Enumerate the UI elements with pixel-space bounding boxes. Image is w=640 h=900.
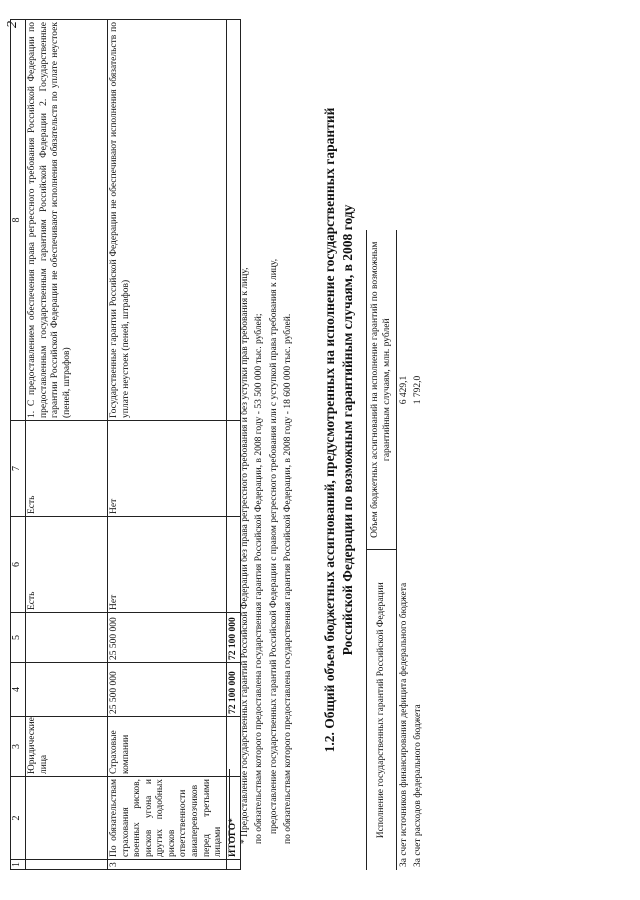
col-number-2: 2 xyxy=(11,777,26,860)
appropriations-table xyxy=(366,20,425,870)
footnote-line-2: по обязательствам которого предоставлена государственная гарантия Российской Федерации, в 2008 году - 53 500 000 тыс. рублей; xyxy=(254,313,265,844)
page-mark: 2 xyxy=(5,21,20,28)
col-number-1: 1 xyxy=(11,860,26,870)
col-number-7: 7 xyxy=(11,421,26,517)
appropriations-header-spacer xyxy=(367,20,397,230)
total-limit: 72 100 000 xyxy=(226,613,241,663)
appropriations-header-col1: Исполнение государственных гарантий Российской Федерации xyxy=(367,550,397,870)
appropriations-row-1-value: 6 429,1 xyxy=(398,375,409,405)
appropriations-header-row xyxy=(367,20,397,870)
row-cont-purpose xyxy=(26,777,108,860)
col-number-5: 5 xyxy=(11,613,26,663)
row3-amount: 25 500 000 xyxy=(108,663,227,717)
row3-purpose: По обязательствам страхования военных рисков, рисков угона и других подобных рисков ответственности авиаперевозчиков перед третьими лицами xyxy=(108,777,227,860)
row3-col7: Нет xyxy=(108,421,227,517)
row-cont-conditions: 1. С предоставлением обеспечения права регрессного требования Российской Федерации по предоставленным государственным гарантиям Российской Федерации 2. Государственные гарантии Российской Федерации не обеспечивают исполнения обязательств по уплате неустоек (пеней, штрафов) xyxy=(26,20,108,421)
appropriations-row-1 xyxy=(396,20,411,870)
guarantees-table xyxy=(10,19,241,870)
section-heading xyxy=(321,50,357,810)
col-number-6: 6 xyxy=(11,517,26,613)
table-row-continued xyxy=(26,20,108,870)
footnote-line-4: по обязательствам которого предоставлена государственная гарантия Российской Федерации, в 2008 году - 18 600 000 тыс. рублей. xyxy=(282,313,293,844)
row3-limit: 25 500 000 xyxy=(108,613,227,663)
row3-entity: Страховые компании xyxy=(108,717,227,777)
footnote-line-3: предоставление государственных гарантий Российской Федерации с правом регрессного требования или с уступкой права требования к лицу, xyxy=(268,258,279,834)
col-number-4: 4 xyxy=(11,663,26,717)
total-label: ИТОГО* xyxy=(226,777,241,860)
appropriations-row-2 xyxy=(411,20,425,870)
row-cont-col7: Есть xyxy=(26,421,108,517)
total-amount: 72 100 000 xyxy=(226,663,241,717)
column-number-row xyxy=(11,20,26,870)
col-number-3: 3 xyxy=(11,717,26,777)
footnote-rule xyxy=(229,769,230,844)
footnote xyxy=(238,24,295,844)
appropriations-row-1-spacer xyxy=(396,20,411,230)
row-cont-col6: Есть xyxy=(26,517,108,613)
row3-num: 3 xyxy=(108,860,227,870)
col-number-8: 8 xyxy=(11,20,26,421)
row-cont-entity: Юридические лица xyxy=(26,717,108,777)
appropriations-row-2-spacer xyxy=(411,20,425,230)
total-num xyxy=(226,860,241,870)
row3-col6: Нет xyxy=(108,517,227,613)
footnote-line-1: * Предоставление государственных гарантий Российской Федерации без права регрессного требования и без уступки прав требования к лицу, xyxy=(240,267,250,844)
section-heading-line-1: 1.2. Общий объем бюджетных ассигнований, предусмотренных на исполнение государственных гарантий xyxy=(322,107,337,753)
section-heading-line-2: Российской Федерации по возможным гарантийным случаям, в 2008 году xyxy=(340,204,356,656)
row3-conditions: Государственные гарантии Российской Федерации не обеспечивают исполнения обязательств по уплате неустоек (пеней, штрафов) xyxy=(108,20,227,421)
appropriations-row-2-value: 1 792,0 xyxy=(412,375,423,405)
row-cont-limit xyxy=(26,613,108,663)
appropriations-header-col2: Объем бюджетных ассигнований на исполнение гарантий по возможным гарантийным случаям, млн. рублей xyxy=(367,230,397,550)
row-cont-num xyxy=(26,860,108,870)
row-cont-amount xyxy=(26,663,108,717)
table-row-3 xyxy=(108,20,227,870)
appropriations-row-1-label: За счет источников финансирования дефицита федерального бюджета xyxy=(398,582,409,867)
appropriations-row-2-label: За счет расходов федерального бюджета xyxy=(412,704,423,867)
